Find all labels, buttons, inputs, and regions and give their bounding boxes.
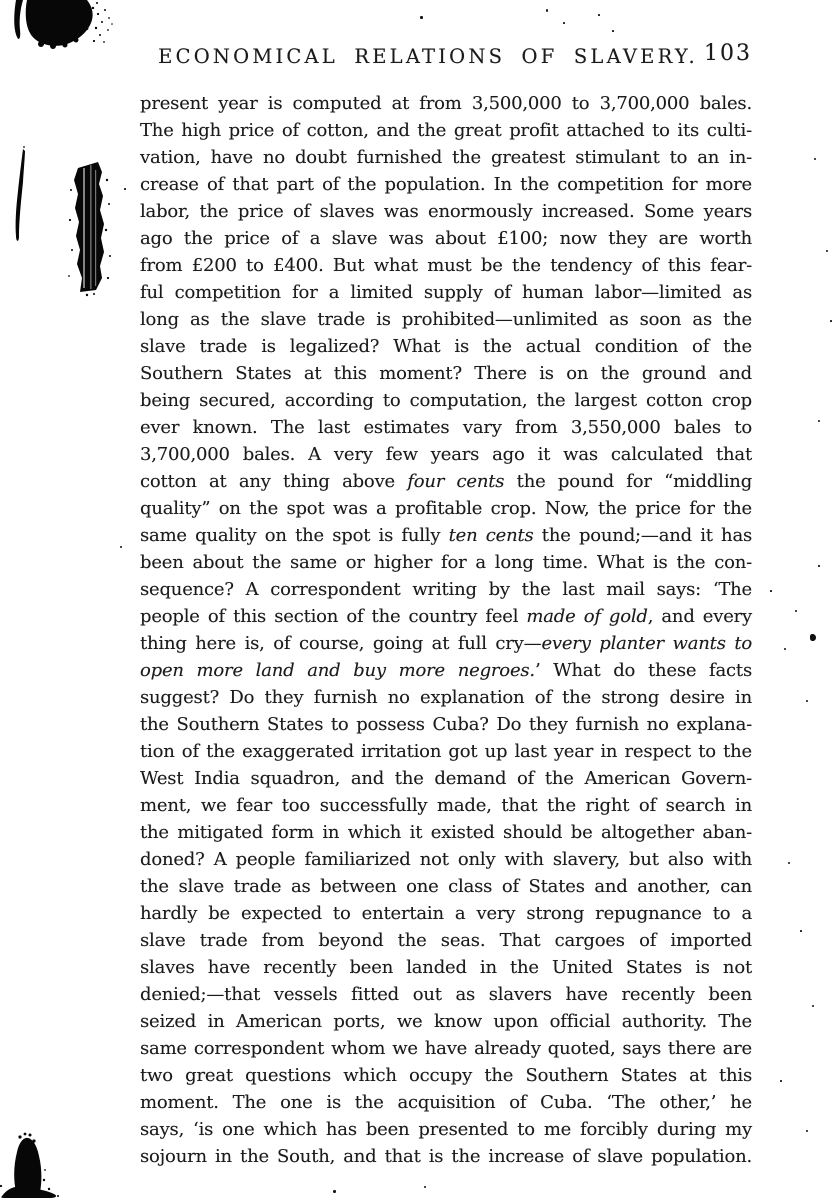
text-line: suggest? Do they furnish no explanation of the strong desire in	[140, 687, 752, 708]
text-line: sojourn in the South, and that is the increase of slave population.	[140, 1146, 752, 1167]
ink-smudge-left-margin-icon	[66, 160, 114, 298]
speck-dot	[563, 22, 565, 24]
speck-dot	[333, 1190, 336, 1193]
speck-dot	[830, 320, 832, 322]
text-line: moment. The one is the acquisition of Cuba. ‘The other,’ he	[140, 1092, 752, 1113]
text-line: long as the slave trade is prohibited—unlimited as soon as the	[140, 309, 752, 330]
text-line: same quality on the spot is fully ten cents the pound;—and it has	[140, 525, 753, 546]
text-line: 3,700,000 bales. A very few years ago it was calculated that	[140, 444, 752, 465]
speck-blot	[810, 634, 816, 641]
text-line: ful competition for a limited supply of human labor—limited as	[140, 282, 752, 303]
text-line: ment, we fear too successfully made, that the right of search in	[140, 795, 752, 816]
text-line: tion of the exaggerated irritation got up last year in respect to the	[140, 741, 752, 762]
pen-stroke-left-margin-icon	[12, 145, 30, 247]
speck-dot	[770, 590, 772, 592]
ink-blot-top-left-icon	[0, 0, 116, 62]
text-line: crease of that part of the population. In the competition for more	[140, 174, 752, 195]
text-line: slaves have recently been landed in the United States is not	[140, 957, 752, 978]
speck-dot	[788, 862, 790, 864]
speck-dot	[806, 1130, 808, 1132]
text-line: sequence? A correspondent writing by the last mail says: ‘The	[140, 579, 752, 600]
text-line: cotton at any thing above four cents the pound for “middling	[140, 471, 753, 492]
speck-dot	[826, 250, 828, 252]
text-line: Southern States at this moment? There is on the ground and	[140, 363, 752, 384]
speck-dot	[818, 565, 820, 567]
speck-dot	[780, 1080, 782, 1082]
text-line: West India squadron, and the demand of the American Govern-	[140, 768, 752, 789]
text-line: being secured, according to computation, the largest cotton crop	[140, 390, 752, 411]
speck-dot	[814, 158, 816, 160]
text-line: quality” on the spot was a profitable crop. Now, the price for the	[140, 498, 752, 519]
text-line: open more land and buy more negroes.’ What do these facts	[140, 660, 753, 681]
text-line: seized in American ports, we know upon official authority. The	[140, 1011, 752, 1032]
text-line: ever known. The last estimates vary from 3,550,000 bales to	[140, 417, 752, 438]
text-line: people of this section of the country feel made of gold, and every	[140, 606, 753, 627]
speck-dot	[812, 1005, 814, 1007]
speck-dot	[800, 930, 802, 932]
text-line: labor, the price of slaves was enormously increased. Some years	[140, 201, 752, 222]
speck-dot	[806, 700, 808, 702]
text-line: two great questions which occupy the Southern States at this	[140, 1065, 752, 1086]
text-line: slave trade from beyond the seas. That cargoes of imported	[140, 930, 752, 951]
text-body	[140, 90, 752, 1170]
text-line: The high price of cotton, and the great profit attached to its culti-	[140, 120, 752, 141]
text-line: slave trade is legalized? What is the actual condition of the	[140, 336, 752, 357]
text-line: hardly be expected to entertain a very strong repugnance to a	[140, 903, 752, 924]
running-title: ECONOMICAL RELATIONS OF SLAVERY.	[158, 45, 698, 68]
text-line: says, ‘is one which has been presented to me forcibly during my	[140, 1119, 752, 1140]
speck-dot	[424, 1186, 426, 1188]
text-line: ago the price of a slave was about £100; now they are worth	[140, 228, 752, 249]
text-line: the mitigated form in which it existed should be altogether aban-	[140, 822, 752, 843]
text-line: same correspondent whom we have already quoted, says there are	[140, 1038, 752, 1059]
ink-blot-bottom-left-icon	[0, 1132, 66, 1200]
text-line: present year is computed at from 3,500,000 to 3,700,000 bales.	[140, 93, 752, 114]
text-line: the Southern States to possess Cuba? Do they furnish no explana-	[140, 714, 752, 735]
speck-dot	[546, 9, 548, 12]
speck-dot	[124, 188, 126, 190]
text-line: denied;—that vessels fitted out as slavers have recently been	[140, 984, 752, 1005]
text-line: from £200 to £400. But what must be the tendency of this fear-	[140, 255, 752, 276]
text-line: doned? A people familiarized not only with slavery, but also with	[140, 849, 752, 870]
speck-dot	[795, 610, 797, 612]
page-number: 103	[704, 41, 752, 66]
text-line: been about the same or higher for a long time. What is the con-	[140, 552, 752, 573]
page-header	[140, 41, 752, 68]
speck-dot	[612, 30, 614, 32]
speck-dot	[598, 14, 600, 16]
speck-dot	[784, 648, 786, 650]
text-line: the slave trade as between one class of States and another, can	[140, 876, 752, 897]
speck-dot	[420, 16, 423, 19]
text-line: thing here is, of course, going at full cry—every planter wants to	[140, 633, 752, 654]
speck-dot	[818, 420, 820, 422]
text-line: vation, have no doubt furnished the greatest stimulant to an in-	[140, 147, 752, 168]
speck-dot	[120, 546, 122, 548]
